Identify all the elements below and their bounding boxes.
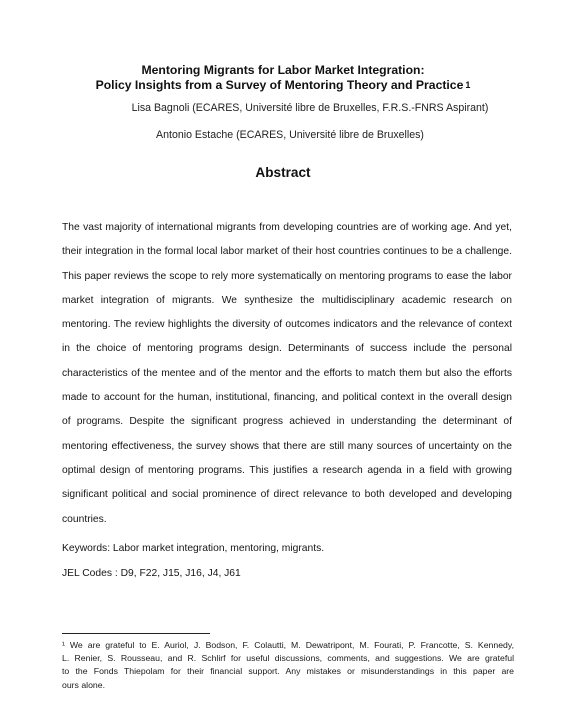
paper-title-line-2-text: Policy Insights from a Survey of Mentoring Theory and Practice bbox=[95, 78, 464, 92]
abstract-line: made to account for the human, institutional, financing, and political context in the overall design bbox=[62, 392, 512, 404]
abstract-line: The vast majority of international migrants from developing countries are of working age. And yet, bbox=[62, 222, 512, 233]
abstract-line: of programs. Despite the significant progress achieved in understanding the determinant of bbox=[62, 416, 512, 428]
footnote-divider bbox=[62, 633, 210, 634]
abstract-line: mentoring. The review highlights the diversity of outcomes indicators and the relevance of context bbox=[62, 319, 512, 331]
footnote-line: ours alone. bbox=[62, 679, 105, 690]
abstract-line: This paper reviews the scope to rely more systematically on mentoring programs to ease the labor bbox=[62, 270, 512, 282]
paper-title-line-1: Mentoring Migrants for Labor Market Integration: bbox=[141, 63, 425, 77]
title-footnote-marker[interactable]: 1 bbox=[465, 80, 471, 90]
footnote-line: L. Renier, S. Rousseau, and R. Schlirf for useful discussions, comments, and suggestions. We are grateful bbox=[62, 653, 514, 664]
paper-title-line-2 bbox=[40, 78, 526, 94]
author-1: Lisa Bagnoli (ECARES, Université libre de Bruxelles, F.R.S.-FNRS Aspirant) bbox=[131, 102, 489, 114]
abstract-line: market integration of migrants. We synthesize the multidisciplinary academic research on bbox=[62, 294, 512, 306]
abstract-line: optimal design of mentoring programs. This justifies a research agenda in a field with growing bbox=[62, 464, 512, 476]
abstract-line: their integration in the formal local labor market of their host countries continues to be a challenge. bbox=[62, 246, 512, 258]
author-2: Antonio Estache (ECARES, Université libre de Bruxelles) bbox=[156, 129, 424, 141]
abstract-line: mentoring effectiveness, the survey shows that there are still many sources of uncertainty on the bbox=[62, 440, 512, 452]
jel-codes: JEL Codes : D9, F22, J15, J16, J4, J61 bbox=[62, 568, 241, 579]
keywords: Keywords: Labor market integration, mentoring, migrants. bbox=[62, 543, 325, 554]
footnote bbox=[62, 639, 514, 692]
abstract-line: countries. bbox=[62, 513, 107, 525]
footnote-line: to the Fonds Thiepolam for their financial support. Any mistakes or misunderstandings in this paper are bbox=[62, 666, 514, 677]
abstract-line: significant political and social prominence of direct relevance to both developed and developing bbox=[62, 489, 512, 501]
abstract-body bbox=[62, 216, 512, 532]
abstract-heading: Abstract bbox=[255, 165, 311, 180]
abstract-line: characteristics of the mentee and of the mentor and the efforts to match them but also the efforts bbox=[62, 367, 512, 379]
abstract-line: in the choice of mentoring programs design. Determinants of success include the personal bbox=[62, 343, 512, 355]
footnote-line: ¹ We are grateful to E. Auriol, J. Bodson, F. Colautti, M. Dewatripont, M. Fourati, P. Francotte, S. Kennedy, bbox=[62, 640, 514, 650]
